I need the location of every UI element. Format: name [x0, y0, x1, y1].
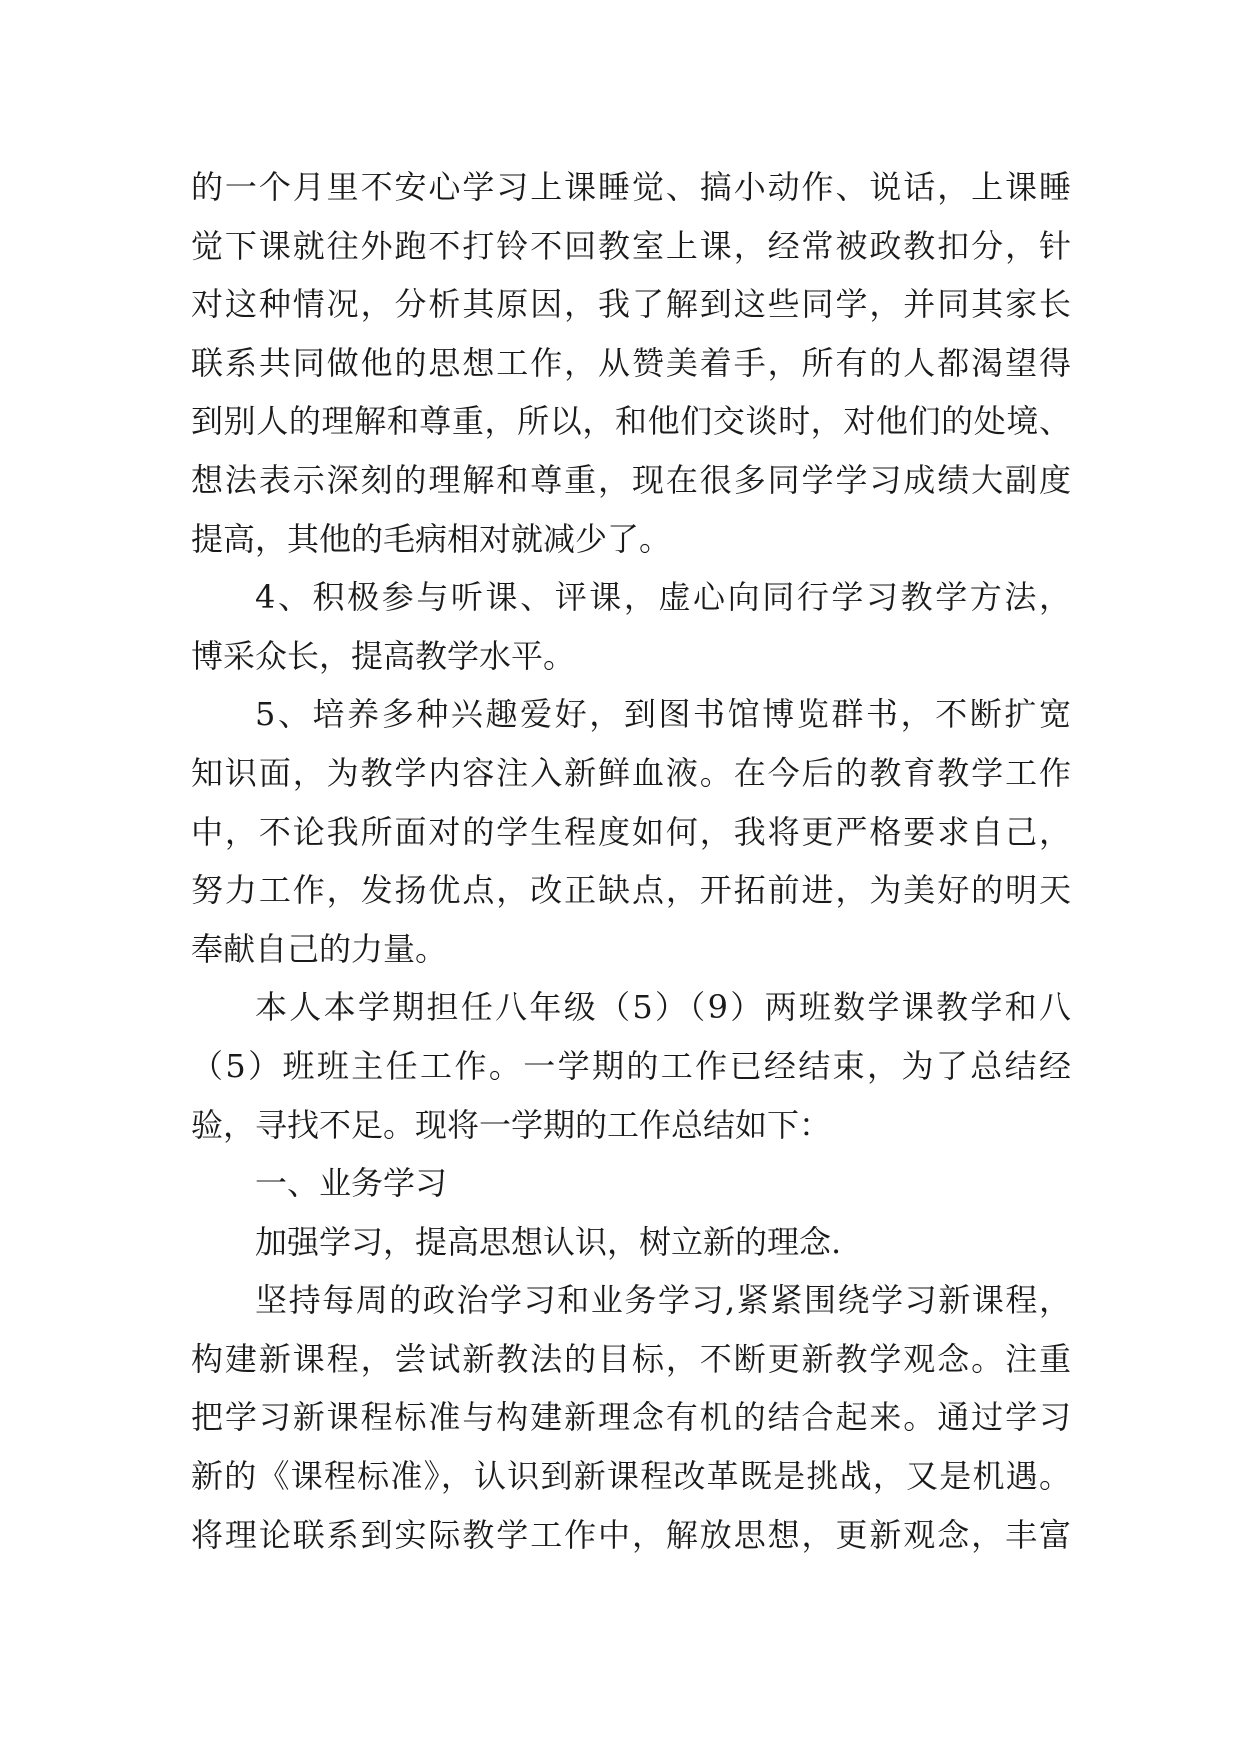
text-line: 知识面，为教学内容注入新鲜血液。在今后的教育教学工作 [191, 753, 1071, 792]
text-line: 博采众长，提高教学水平。 [191, 636, 576, 675]
text-line: （5）班班主任工作。一学期的工作已经结束，为了总结经 [191, 1046, 1071, 1085]
text-line: 奉献自己的力量。 [191, 929, 448, 968]
text-line: 联系共同做他的思想工作，从赞美着手，所有的人都渴望得 [191, 343, 1071, 382]
text-line: 到别人的理解和尊重，所以，和他们交谈时，对他们的处境、 [191, 402, 1071, 441]
text-line: 觉下课就往外跑不打铃不回教室上课，经常被政教扣分，针 [191, 226, 1071, 265]
text-line: 构建新课程，尝试新教法的目标，不断更新教学观念。注重 [191, 1339, 1071, 1378]
text-line: 4、积极参与听课、评课，虚心向同行学习教学方法， [255, 578, 1071, 617]
text-line: 将理论联系到实际教学工作中，解放思想，更新观念，丰富 [191, 1515, 1071, 1554]
text-line: 的一个月里不安心学习上课睡觉、搞小动作、说话，上课睡 [191, 168, 1071, 206]
text-line: 5、培养多种兴趣爱好，到图书馆博览群书，不断扩宽 [255, 695, 1071, 734]
text-line: 把学习新课程标准与构建新理念有机的结合起来。通过学习 [191, 1398, 1071, 1437]
text-line: 对这种情况，分析其原因，我了解到这些同学，并同其家长 [191, 285, 1071, 324]
text-line: 一、业务学习 [255, 1164, 448, 1203]
text-line: 新的《课程标准》，认识到新课程改革既是挑战，又是机遇。 [191, 1457, 1071, 1496]
text-line: 坚持每周的政治学习和业务学习,紧紧围绕学习新课程， [255, 1281, 1071, 1320]
text-line: 验，寻找不足。现将一学期的工作总结如下： [191, 1105, 832, 1144]
text-line: 中，不论我所面对的学生程度如何，我将更严格要求自己， [191, 812, 1071, 851]
text-line: 本人本学期担任八年级（5）（9）两班数学课教学和八 [255, 988, 1071, 1027]
document-body [191, 158, 1071, 1564]
text-line: 想法表示深刻的理解和尊重，现在很多同学学习成绩大副度 [191, 460, 1071, 499]
text-line: 提高，其他的毛病相对就减少了。 [191, 519, 672, 558]
text-line: 加强学习，提高思想认识，树立新的理念. [255, 1222, 842, 1261]
text-line: 努力工作，发扬优点，改正缺点，开拓前进，为美好的明天 [191, 871, 1071, 910]
